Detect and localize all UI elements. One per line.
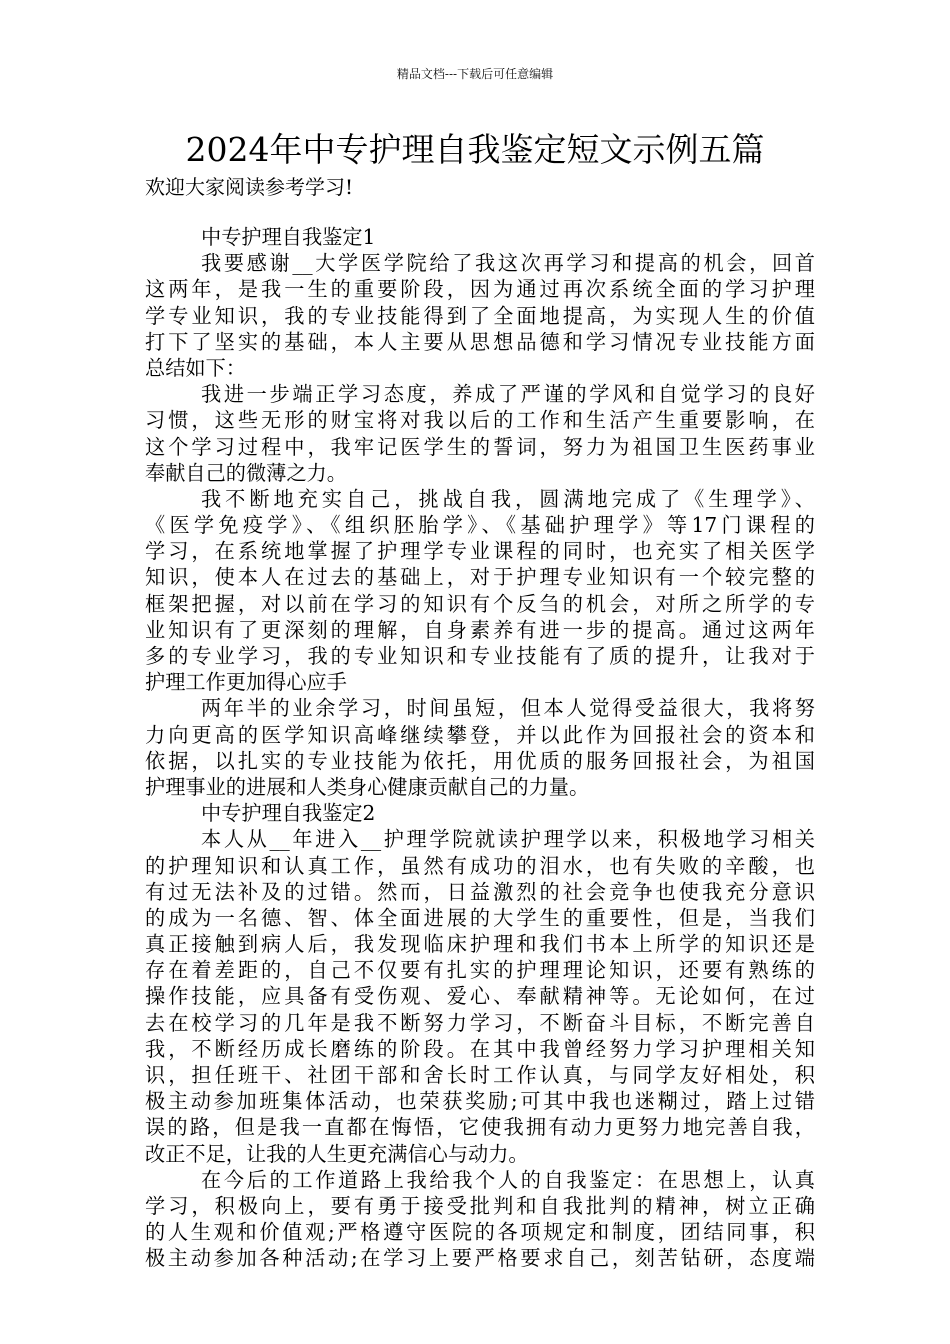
text-line: 多的专业学习，我的专业知识和专业技能有了质的提升，让我对于 — [145, 644, 815, 668]
text-line: 力向更高的医学知识高峰继续攀登，并以此作为回报社会的资本和 — [145, 722, 815, 747]
text-line: 存在着差距的，自己不仅要有扎实的护理理论知识，还要有熟练的 — [145, 958, 815, 983]
text-line: 改正不足，让我的人生更充满信心与动力。 — [145, 1141, 529, 1166]
page-header: 精品文档---下载后可任意编辑 — [396, 67, 554, 81]
text-line: 我要感谢__大学医学院给了我这次再学习和提高的机会，回首 — [201, 251, 815, 276]
text-line: 的人生观和价值观;严格遵守医院的各项规定和制度，团结同事，积 — [145, 1220, 815, 1245]
text-line: 中专护理自我鉴定1 — [201, 225, 376, 249]
text-line: 知识，使本人在过去的基础上，对于护理专业知识有一个较完整的 — [145, 565, 815, 590]
text-line: 护理工作更加得心应手 — [145, 670, 347, 695]
text-line: 去在校学习的几年是我不断努力学习，不断奋斗目标，不断完善自 — [145, 1010, 815, 1035]
text-line: 误的路，但是我一直都在悔悟，它使我拥有动力更努力地完善自我， — [145, 1115, 815, 1140]
text-line: 我，不断经历成长磨练的阶段。在其中我曾经努力学习护理相关知 — [145, 1036, 815, 1061]
text-line: 这两年，是我一生的重要阶段，因为通过再次系统全面的学习护理 — [145, 277, 815, 302]
text-line: 总结如下： — [145, 355, 246, 380]
text-line: 本人从__年进入__护理学院就读护理学以来，积极地学习相关 — [201, 827, 815, 852]
text-line: 在今后的工作道路上我给我个人的自我鉴定：在思想上，认真 — [201, 1167, 815, 1192]
text-line: 学习，积极向上，要有勇于接受批判和自我批判的精神，树立正确 — [145, 1193, 815, 1218]
text-line: 学习，在系统地掌握了护理学专业课程的同时，也充实了相关医学 — [145, 539, 815, 564]
text-line: 操作技能，应具备有受伤观、爱心、奉献精神等。无论如何，在过 — [145, 984, 815, 1009]
text-line: 习惯，这些无形的财宝将对我以后的工作和生活产生重要影响，在 — [145, 408, 815, 433]
text-line: 《医学免疫学》、《组织胚胎学》、《基础护理学》等17门课程的 — [145, 513, 815, 538]
text-line: 识，担任班干、社团干部和舍长时工作认真，与同学友好相处，积 — [145, 1063, 815, 1087]
text-line: 的成为一名德、智、体全面进展的大学生的重要性，但是，当我们 — [145, 905, 815, 930]
text-line: 真正接触到病人后，我发现临床护理和我们书本上所学的知识还是 — [145, 932, 815, 957]
text-line: 依据，以扎实的专业技能为依托，用优质的服务回报社会，为祖国 — [145, 748, 815, 773]
text-line: 极主动参加班集体活动，也荣获奖励;可其中我也迷糊过，踏上过错 — [145, 1089, 815, 1114]
text-line: 我不断地充实自己，挑战自我，圆满地完成了《生理学》、 — [201, 486, 815, 511]
text-line: 两年半的业余学习，时间虽短，但本人觉得受益很大，我将努 — [201, 696, 815, 721]
text-line: 业知识有了更深刻的理解，自身素养有进一步的提高。通过这两年 — [145, 617, 815, 642]
text-line: 奉献自己的微薄之力。 — [145, 460, 347, 485]
text-line: 框架把握，对以前在学习的知识有个反刍的机会，对所之所学的专 — [145, 591, 815, 616]
text-line: 的护理知识和认真工作，虽然有成功的泪水，也有失败的辛酸，也 — [145, 853, 815, 878]
document-title: 2024年中专护理自我鉴定短文示例五篇 — [185, 130, 765, 169]
text-line: 打下了坚实的基础，本人主要从思想品德和学习情况专业技能方面 — [145, 329, 815, 354]
text-line: 有过无法补及的过错。然而，日益激烈的社会竞争也使我充分意识 — [145, 879, 815, 904]
text-line: 我进一步端正学习态度，养成了严谨的学风和自觉学习的良好 — [201, 382, 815, 407]
text-line: 极主动参加各种活动;在学习上要严格要求自己，刻苦钻研，态度端 — [145, 1246, 815, 1271]
text-line: 学专业知识，我的专业技能得到了全面地提高，为实现人生的价值 — [145, 303, 815, 328]
text-line: 这个学习过程中，我牢记医学生的誓词，努力为祖国卫生医药事业 — [145, 434, 815, 459]
document-body — [145, 224, 815, 1272]
intro-text: 欢迎大家阅读参考学习! — [145, 175, 354, 199]
text-line: 中专护理自我鉴定2 — [201, 801, 376, 826]
text-line: 护理事业的进展和人类身心健康贡献自己的力量。 — [145, 774, 590, 799]
